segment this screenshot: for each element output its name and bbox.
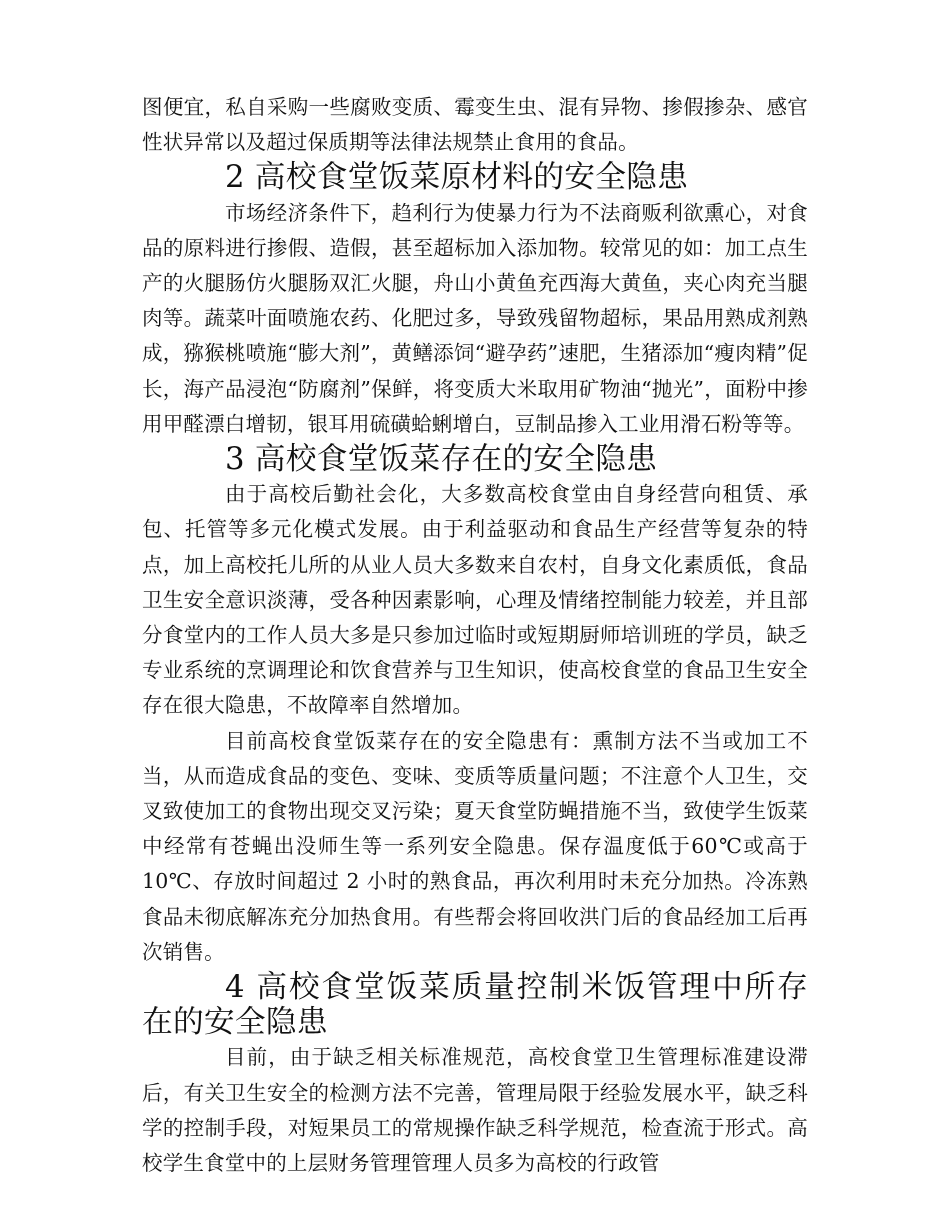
- section-heading-2: 2 高校食堂饭菜原材料的安全隐患: [225, 159, 689, 196]
- paragraph-raw-materials: 市场经济条件下，趋利行为使暴力行为不法商贩利欲熏心，对食品的原料进行掺假、造假，甚至超标加入添加物。较常见的如：加工点生产的火腿肠仿火腿肠双汇火腿，舟山小黄鱼充西海大黄鱼，夹心肉充当腿肉等。蔬菜叶面喷施农药、化肥过多，导致残留物超标，果品用熟成剂熟成，猕猴桃喷施“膨大剂”，黄鳝添饲“避孕药”速肥，生猪添加“瘦肉精”促长，海产品浸泡“防腐剂”保鲜，将变质大米取用矿物油“抛光”，面粉中掺用甲醛漂白增韧，银耳用硫磺蛤蜊增白，豆制品掺入工业用滑石粉等等。: [142, 200, 808, 436]
- section-heading-4: 4 高校食堂饭菜质量控制米饭管理中所存在的安全隐患: [142, 969, 808, 1041]
- paragraph-canteen-management: 由于高校后勤社会化，大多数高校食堂由自身经营向租赁、承包、托管等多元化模式发展。由于利益驱动和食品生产经营等复杂的特点，加上高校托儿所的从业人员大多数来自农村，自身文化素质低，食品卫生安全意识淡薄，受各种因素影响，心理及情绪控制能力较差，并且部分食堂内的工作人员大多是只参加过临时或短期厨师培训班的学员，缺乏专业系统的烹调理论和饮食营养与卫生知识，使高校食堂的食品卫生安全存在很大隐患，不故障率自然增加。: [142, 482, 808, 718]
- paragraph-quality-control: 目前，由于缺乏相关标准规范，高校食堂卫生管理标准建设滞后，有关卫生安全的检测方法不完善，管理局限于经验发展水平，缺乏科学的控制手段，对短果员工的常规操作缺乏科学规范，检查流于形式。高校学生食堂中的上层财务管理管理人员多为高校的行政管: [142, 1045, 808, 1176]
- document-body: [142, 90, 808, 1181]
- paragraph-safety-hazards: 目前高校食堂饭菜存在的安全隐患有：熏制方法不当或加工不当，从而造成食品的变色、变味、变质等质量问题；不注意个人卫生，交叉致使加工的食物出现交叉污染；夏天食堂防蝇措施不当，致使学生饭菜中经常有苍蝇出没师生等一系列安全隐患。保存温度低于60℃或高于 10℃、存放时间超过 2 小时的熟食品，再次利用时未充分加热。冷冻熟食品未彻底解冻充分加热食用。有些帮会将回收洪门后的食品经加工后再次销售。: [142, 728, 808, 964]
- paragraph-continuation: 图便宜，私自采购一些腐败变质、霉变生虫、混有异物、掺假掺杂、感官性状异常以及超过保质期等法律法规禁止食用的食品。: [142, 95, 808, 155]
- section-heading-3: 3 高校食堂饭菜存在的安全隐患: [225, 441, 658, 478]
